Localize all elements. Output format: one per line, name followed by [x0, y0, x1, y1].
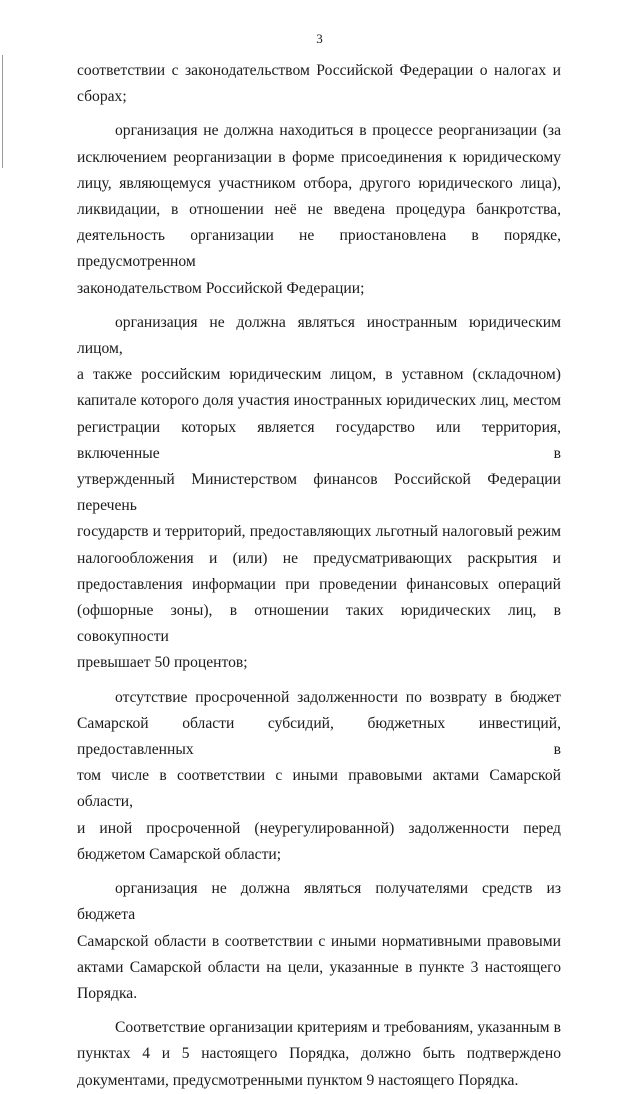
paragraph-line: деятельность организации не приостановлена в порядке, предусмотренном [77, 227, 561, 271]
paragraph-line: Самарской области субсидий, бюджетных инвестиций, предоставленных в [77, 714, 561, 759]
paragraph-line: организация не должна являться получателями средств из бюджета [77, 880, 561, 924]
paragraph-line: Порядка. [77, 984, 138, 1002]
paragraph-line: и иной просроченной (неурегулированной) задолженности перед [77, 819, 561, 837]
paragraph-line: капитале которого доля участия иностранных юридических лиц, местом [77, 392, 561, 410]
paragraph-line: исключением реорганизации в форме присоединения к юридическому [77, 148, 561, 166]
paragraph-line: превышает 50 процентов; [77, 654, 248, 672]
paragraph-line: Самарской области в соответствии с иными нормативными правовыми [77, 932, 561, 950]
paragraph-line: том числе в соответствии с иными правовыми актами Самарской области, [77, 767, 561, 811]
paragraph-line: утвержденный Министерством финансов Российской Федерации перечень [77, 471, 561, 515]
paragraph-line: соответствии с законодательством Российской Федерации о налогах и [77, 62, 561, 79]
paragraph-line: предоставления информации при проведении финансовых операций [77, 575, 561, 593]
paragraph-line: сборах; [77, 88, 127, 106]
paragraph-line: государств и территорий, предоставляющих льготный налоговый режим [77, 523, 561, 541]
paragraph-line: документами, предусмотренными пунктом 9 настоящего Порядка. [77, 1071, 519, 1089]
paragraph-line: налогообложения и (или) не предусматривающих раскрытия и [77, 549, 561, 567]
paragraph-line: Соответствие организации критериям и требованиям, указанным в [115, 1019, 561, 1037]
document-body [77, 58, 561, 1094]
paragraph-line: а также российским юридическим лицом, в уставном (складочном) [77, 366, 561, 384]
paragraph-line: (офшорные зоны), в отношении таких юридических лиц, в совокупности [77, 602, 561, 646]
margin-line [2, 55, 3, 168]
page-number: 3 [316, 31, 323, 46]
paragraph-line: законодательством Российской Федерации; [77, 279, 365, 297]
paragraph-line: ликвидации, в отношении неё не введена процедура банкротства, [77, 201, 561, 219]
paragraph-line: регистрации которых является государство или территория, включенные в [77, 418, 561, 462]
paragraph-line: организация не должна являться иностранным юридическим лицом, [77, 313, 561, 358]
paragraph-line: актами Самарской области на цели, указанные в пункте 3 настоящего [77, 958, 561, 976]
paragraph-line: бюджетом Самарской области; [77, 845, 282, 863]
paragraph-line: пунктах 4 и 5 настоящего Порядка, должно быть подтверждено [77, 1045, 561, 1063]
paragraph-line: отсутствие просроченной задолженности по возврату в бюджет [115, 688, 561, 706]
paragraph-line: лицу, являющемуся участником отбора, другого юридического лица), [77, 174, 561, 192]
paragraph-line: организация не должна находиться в процессе реорганизации (за [115, 122, 561, 140]
